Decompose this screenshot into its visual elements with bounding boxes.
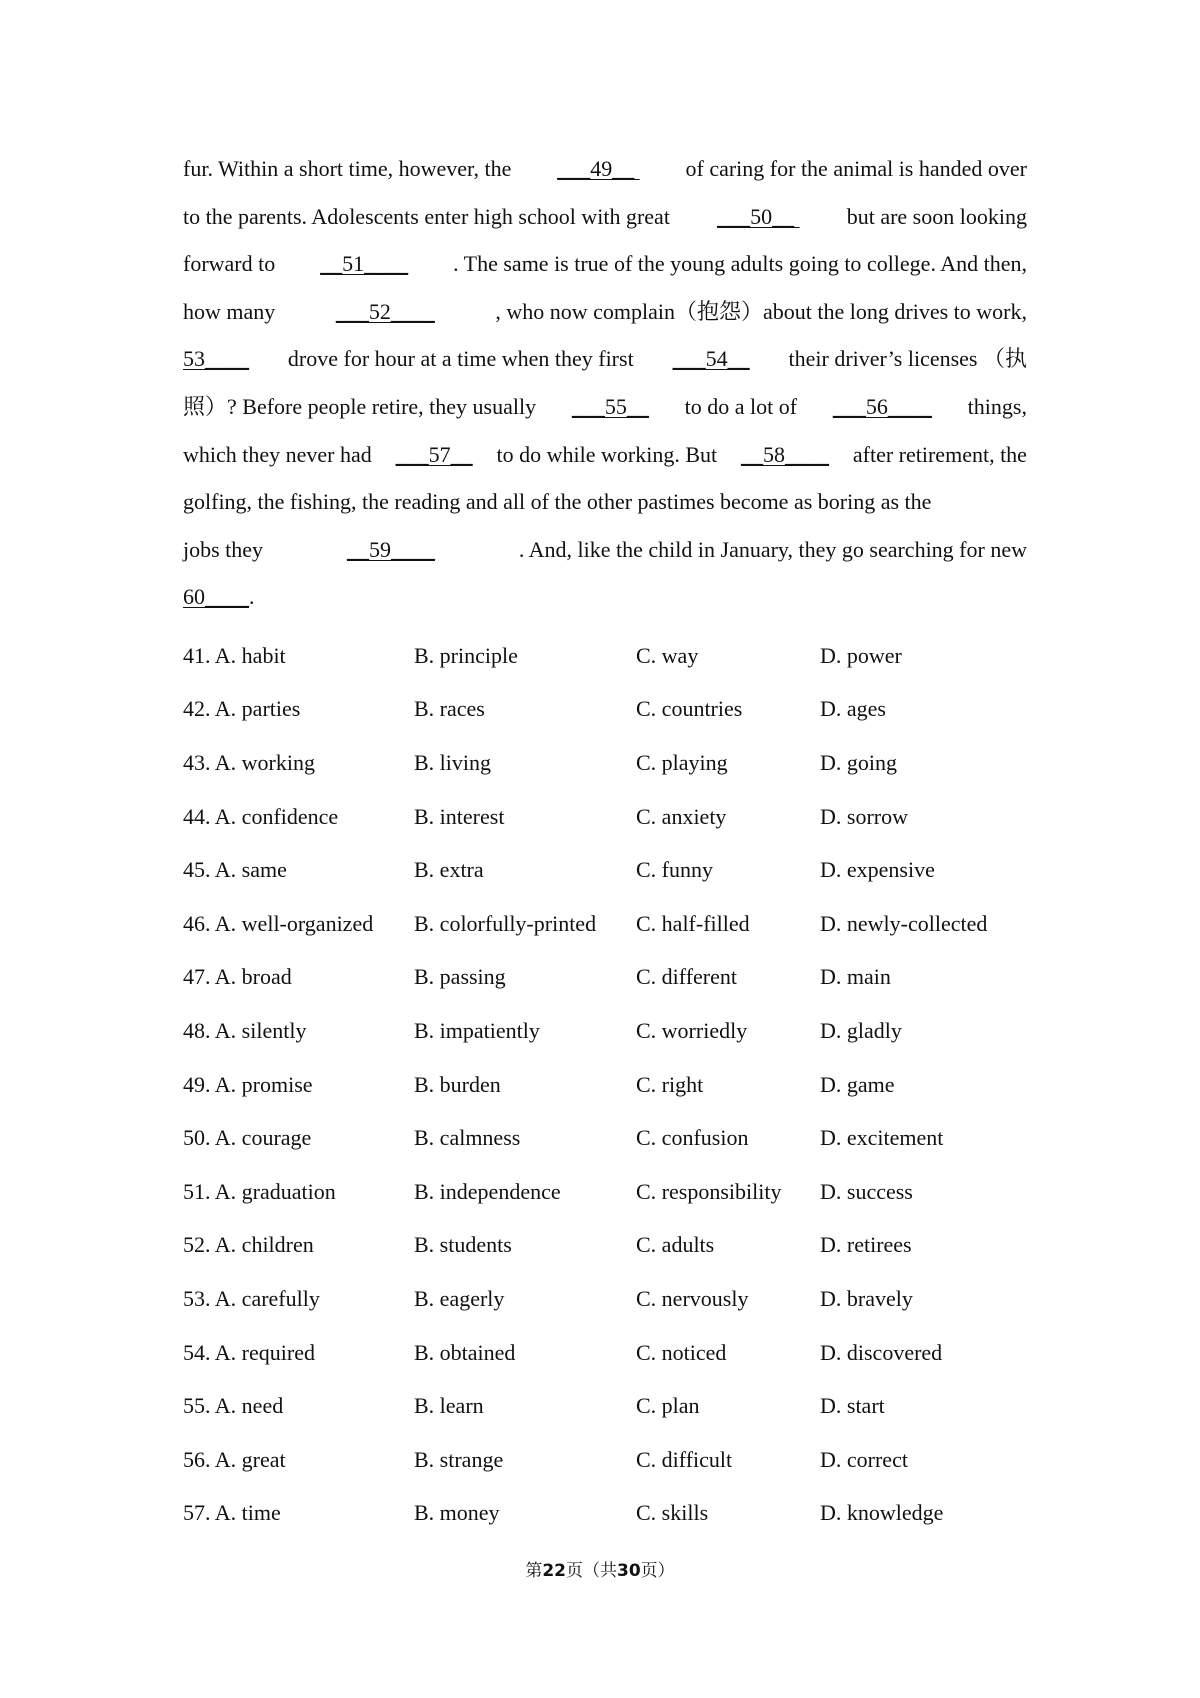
option-choice: 44. A. confidence [183,803,339,829]
option-choice: 50. A. courage [183,1125,312,1151]
passage-line [183,431,1027,479]
option-choice: 47. A. broad [183,964,292,990]
option-choice: D. game [820,1071,895,1097]
option-choice: C. playing [636,749,728,775]
option-choice: B. colorfully-printed [414,910,597,936]
option-choice: C. way [636,642,699,668]
passage-text: things, [967,393,1027,419]
passage-line [183,478,1027,526]
option-choice: 45. A. same [183,857,287,883]
option-choice: B. living [414,749,492,775]
option-choice: B. money [414,1500,500,1526]
option-choice: B. learn [414,1393,484,1419]
option-choice: D. gladly [820,1017,902,1043]
option-choice: 52. A. children [183,1232,314,1258]
page-footer [0,1556,1200,1581]
cloze-blank: __59____ [346,536,435,562]
option-choice: B. burden [414,1071,501,1097]
option-choice: D. ages [820,696,886,722]
passage-text: to do while working. But [496,441,718,467]
cloze-passage [183,145,1027,621]
option-choice: 54. A. required [183,1339,315,1365]
passage-text: to do a lot of [684,393,798,419]
passage-line [183,335,1027,383]
option-choice: B. independence [414,1178,561,1204]
option-choice: C. skills [636,1500,709,1526]
option-choice: 42. A. parties [183,696,301,722]
option-choice: D. knowledge [820,1500,944,1526]
option-row [183,629,1043,683]
cloze-blank: ___54__ [672,346,750,372]
option-row [183,1433,1043,1487]
passage-text: drove for hour at a time when they first [287,346,634,372]
passage-text: golfing, the fishing, the reading and all of the other pastimes become as boring as the [183,489,932,515]
passage-text: . And, like the child in January, they go searching for new [518,536,1027,562]
option-row [183,951,1043,1005]
passage-text: fur. Within a short time, however, the [183,156,512,181]
option-choice: 43. A. working [183,749,315,775]
option-choice: D. correct [820,1446,908,1472]
option-choice: 51. A. graduation [183,1178,336,1204]
option-choice: D. going [820,749,897,775]
option-row [183,1004,1043,1058]
option-row [183,683,1043,737]
passage-text: after retirement, the [852,441,1027,467]
passage-text: . [249,584,255,610]
option-choice: C. worriedly [636,1017,748,1043]
passage-text: but are soon looking [846,203,1027,229]
passage-text: how many [183,298,276,324]
option-row [183,897,1043,951]
option-choice: C. nervously [636,1285,749,1311]
footer-middle: 页（共 [566,1561,617,1581]
option-choice: B. impatiently [414,1017,540,1043]
cloze-blank: 53____ [183,346,249,372]
option-choice: C. funny [636,857,713,883]
option-choice: D. start [820,1393,885,1419]
option-choice: 41. A. habit [183,642,286,668]
option-choice: D. discovered [820,1339,943,1365]
passage-text: forward to [183,251,276,277]
option-choice: 46. A. well-organized [183,910,374,936]
option-row [183,1219,1043,1273]
option-choice: D. success [820,1178,913,1204]
cloze-blank: __51____ [320,251,409,277]
option-choice: C. countries [636,696,743,722]
option-choice: 55. A. need [183,1393,284,1419]
option-choice: C. noticed [636,1339,727,1365]
footer-suffix: 页） [640,1561,675,1581]
option-choice: D. bravely [820,1285,913,1311]
passage-text: to the parents. Adolescents enter high school with great [183,203,670,229]
passage-line [183,573,1027,621]
passage-line [183,145,1027,193]
option-choice: D. retirees [820,1232,912,1258]
option-row [183,736,1043,790]
option-row [183,1379,1043,1433]
cloze-blank: ___50__ [717,203,800,229]
cloze-blank: ___56____ [832,393,932,419]
option-choice: 53. A. carefully [183,1285,320,1311]
passage-line [183,240,1027,288]
option-choice: B. obtained [414,1339,516,1365]
passage-line [183,526,1027,574]
option-choice: C. responsibility [636,1178,782,1204]
option-choice: C. confusion [636,1125,749,1151]
option-row [183,1111,1043,1165]
cloze-blank: 60____ [183,584,249,610]
option-choice: C. right [636,1071,704,1097]
option-choice: B. calmness [414,1125,521,1151]
cloze-blank: ___55__ [571,393,649,419]
option-choice: C. anxiety [636,803,727,829]
passage-text: , who now complain（抱怨）about the long drives to work, [495,298,1027,324]
passage-text: . The same is true of the young adults going to college. And then, [453,251,1027,277]
cloze-blank: ___57__ [395,441,473,467]
option-choice: B. principle [414,642,518,668]
current-page-number: 22 [542,1561,566,1581]
option-choice: C. different [636,964,738,990]
passage-text: their driver’s licenses （执 [788,346,1027,372]
option-row [183,1165,1043,1219]
passage-text: which they never had [183,441,372,467]
option-choice: 48. A. silently [183,1017,307,1043]
option-row [183,1326,1043,1380]
option-choice: D. excitement [820,1125,944,1151]
option-choice: D. power [820,642,902,668]
footer-prefix: 第 [525,1561,543,1581]
answer-options [183,629,1043,1540]
option-choice: D. newly-collected [820,910,988,936]
option-choice: D. main [820,964,891,990]
option-choice: 56. A. great [183,1446,286,1472]
passage-text: of caring for the animal is handed over [685,156,1027,181]
option-choice: B. extra [414,857,484,883]
option-choice: B. passing [414,964,506,990]
option-choice: 57. A. time [183,1500,281,1526]
option-choice: D. sorrow [820,803,908,829]
cloze-blank: ___52____ [335,298,435,324]
option-choice: B. students [414,1232,512,1258]
option-row [183,1487,1043,1541]
total-page-count: 30 [617,1561,641,1581]
option-choice: C. half-filled [636,910,750,936]
option-row [183,843,1043,897]
option-row [183,790,1043,844]
passage-line [183,288,1027,336]
option-row [183,1272,1043,1326]
cloze-blank: __58____ [741,441,829,467]
passage-text: 照）? Before people retire, they usually [183,393,537,419]
option-choice: C. adults [636,1232,715,1258]
passage-text: jobs they [183,536,264,562]
option-choice: B. strange [414,1446,504,1472]
option-row [183,1058,1043,1112]
option-choice: B. races [414,696,485,722]
option-choice: B. eagerly [414,1285,505,1311]
option-choice: B. interest [414,803,505,829]
option-choice: C. plan [636,1393,700,1419]
passage-line [183,193,1027,241]
passage-line [183,383,1027,431]
option-choice: D. expensive [820,857,935,883]
option-choice: 49. A. promise [183,1071,313,1097]
cloze-blank: ___49__ [557,156,640,181]
option-choice: C. difficult [636,1446,733,1472]
